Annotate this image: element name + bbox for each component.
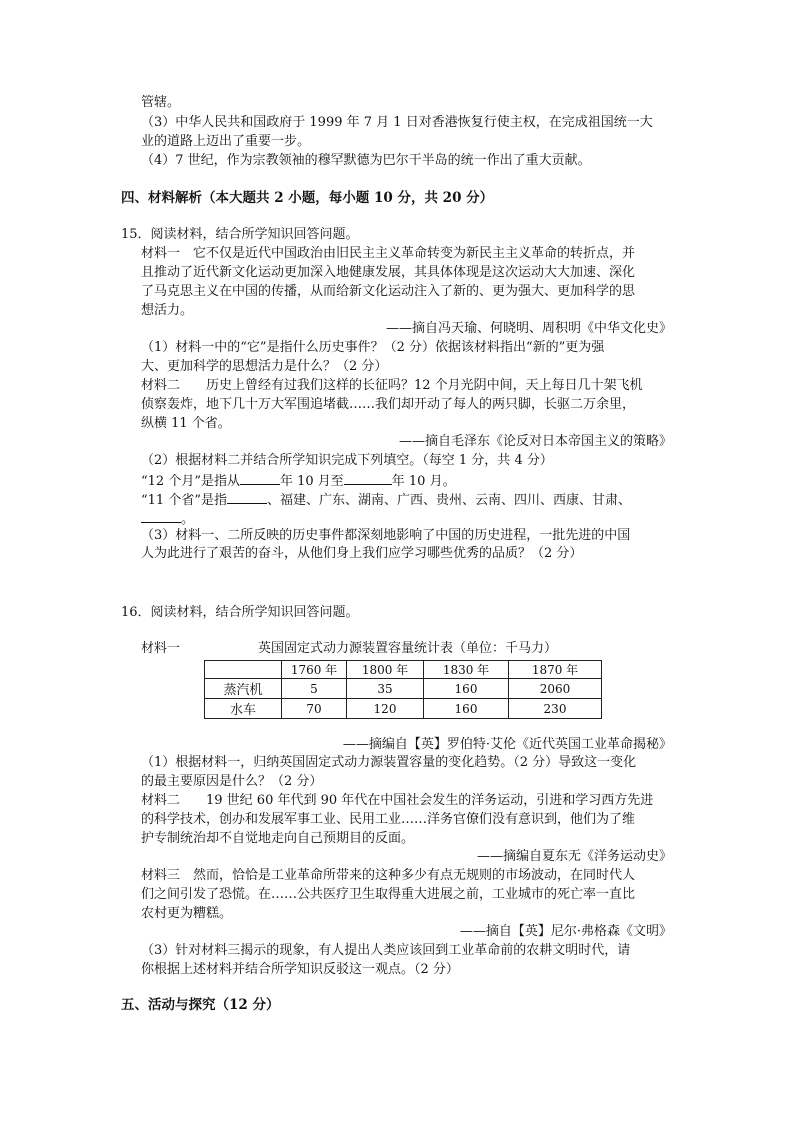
fill-text: “11 个省”是指 [141, 493, 227, 508]
fill-text: 年 10 月至 [279, 474, 344, 489]
table-cell: 160 [424, 699, 509, 719]
source-citation: ——摘自毛泽东《论反对日本帝国主义的策略》 [398, 434, 672, 449]
table-header-row [205, 661, 602, 679]
material-label: 材料一 [141, 641, 181, 656]
fill-in-line [141, 470, 456, 491]
row-label: 水车 [205, 699, 282, 719]
answer-blank[interactable] [141, 508, 181, 523]
text-line: 的最主要原因是什么？（2 分） [141, 774, 323, 789]
text-line: 们之间引发了恐慌。在……公共医疗卫生取得重大进展之前，工业城市的死亡率一直比 [141, 887, 636, 902]
fill-in-line [141, 508, 194, 529]
text-line: 管辖。 [141, 95, 181, 110]
text-line: 侦察轰炸，地下几十万大军围追堵截……我们却开动了每人的两只脚，长驱二万余里， [141, 397, 636, 412]
text-line: （1）根据材料一，归纳英国固定式动力源装置容量的变化趋势。（2 分）导致这一变化 [141, 755, 637, 770]
table-cell: 230 [509, 699, 602, 719]
text-line: 想活力。 [141, 303, 194, 318]
text-line: 材料二 19 世纪 60 年代到 90 年代在中国社会发生的洋务运动，引进和学习西方先进 [141, 793, 654, 808]
section-heading: 四、材料解析（本大题共 2 小题，每小题 10 分，共 20 分） [121, 190, 494, 206]
text-line: 材料一 它不仅是近代中国政治由旧民主主义革命转变为新民主主义革命的转折点，并 [141, 246, 636, 261]
fill-text: 年 10 月。 [391, 474, 456, 489]
text-line: 你根据上述材料并结合所学知识反驳这一观点。（2 分） [141, 962, 459, 977]
text-line: （4）7 世纪，作为宗教领袖的穆罕默德为巴尔干半岛的统一作出了重大贡献。 [141, 153, 591, 168]
question-title: 16．阅读材料，结合所学知识回答问题。 [121, 605, 359, 620]
year-header: 1800 年 [347, 661, 424, 679]
text-line: （3）材料一、二所反映的历史事件都深刻地影响了中国的历史进程，一批先进的中国 [141, 528, 631, 543]
text-line: 材料三 然而，恰恰是工业革命所带来的这种多少有点无规则的市场波动，在同时代人 [141, 868, 636, 883]
answer-blank[interactable] [240, 470, 280, 485]
row-label: 蒸汽机 [205, 679, 282, 699]
fill-text: “12 个月”是指从 [141, 474, 240, 489]
source-citation: ——摘编自夏东无《洋务运动史》 [476, 849, 672, 864]
text-line: （3）中华人民共和国政府于 1999 年 7 月 1 日对香港恢复行使主权，在完成祖国统一大 [141, 115, 653, 130]
table-cell: 160 [424, 679, 509, 699]
table-cell: 70 [282, 699, 347, 719]
section-heading: 五、活动与探究（12 分） [121, 997, 280, 1013]
text-line: 人为此进行了艰苦的奋斗，从他们身上我们应学习哪些优秀的品质？（2 分） [141, 546, 583, 561]
fill-in-line [141, 489, 631, 510]
table-row [205, 699, 602, 719]
source-citation: ——摘编自【英】罗伯特·艾伦《近代英国工业革命揭秘》 [342, 737, 672, 752]
year-header: 1760 年 [282, 661, 347, 679]
answer-blank[interactable] [344, 470, 392, 485]
fill-text: 。 [181, 512, 195, 527]
text-line: 纵横 11 个省。 [141, 416, 231, 431]
table-cell: 35 [347, 679, 424, 699]
text-line: 大、更加科学的思想活力是什么？（2 分） [141, 359, 388, 374]
table-cell: 5 [282, 679, 347, 699]
table-title: 英国固定式动力源装置容量统计表（单位：千马力） [258, 641, 558, 656]
source-citation: ——摘自【英】尼尔·弗格森《文明》 [459, 924, 672, 939]
power-capacity-table [204, 660, 602, 719]
text-line: （3）针对材料三揭示的现象，有人提出人类应该回到工业革命前的农耕文明时代，请 [141, 943, 631, 958]
table-cell: 120 [347, 699, 424, 719]
question-title: 15．阅读材料，结合所学知识回答问题。 [121, 227, 359, 242]
year-header: 1830 年 [424, 661, 509, 679]
text-line: 农村更为糟糕。 [141, 906, 233, 921]
text-line: 业的道路上迈出了重要一步。 [141, 134, 311, 149]
text-line: （2）根据材料二并结合所学知识完成下列填空。（每空 1 分，共 4 分） [141, 453, 553, 468]
text-line: 的科学技术，创办和发展军事工业、民用工业……洋务官僚们没有意识到，他们为了维 [141, 812, 636, 827]
text-line: （1）材料一中的“它”是指什么历史事件？（2 分）依据该材料指出“新的”更为强 [141, 340, 605, 355]
source-citation: ——摘自冯天瑜、何晓明、周积明《中华文化史》 [385, 321, 672, 336]
text-line: 且推动了近代新文化运动更加深入地健康发展，其具体体现是这次运动大大加速、深化 [141, 265, 636, 280]
answer-blank[interactable] [227, 489, 267, 504]
text-line: 了马克思主义在中国的传播，从而给新文化运动注入了新的、更为强大、更加科学的思 [141, 284, 636, 299]
text-line: 护专制统治却不自觉地走向自己预期目的反面。 [141, 831, 415, 846]
table-row [205, 679, 602, 699]
table-corner-cell [205, 661, 282, 679]
text-line: 材料二 历史上曾经有过我们这样的长征吗？12 个月光阴中间，天上每日几十架飞机 [141, 378, 643, 393]
table-cell: 2060 [509, 679, 602, 699]
year-header: 1870 年 [509, 661, 602, 679]
fill-text: 、福建、广东、湖南、广西、贵州、云南、四川、西康、甘肃、 [266, 493, 631, 508]
